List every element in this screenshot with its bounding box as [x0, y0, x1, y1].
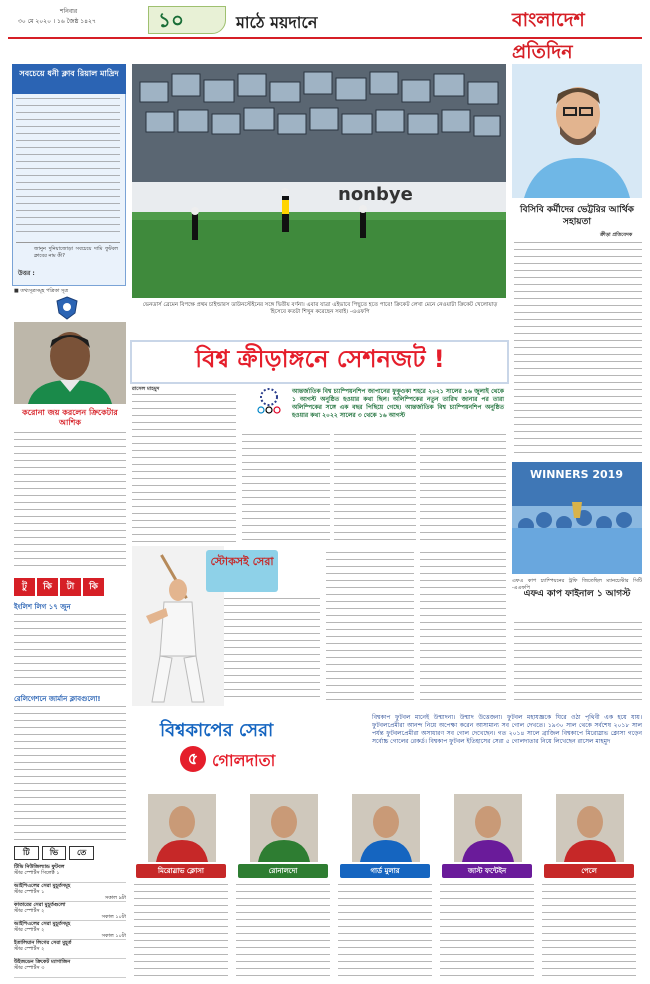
top-photo-caption: ভেনডার্স ব্রেমেন বিপক্ষে প্রথম চাইল্ডারস ডাউনস্টেইনের সঙ্গে দ্বিতীয় বর্ণনা। এবার যাত্রা এইভাবে পিছুতে হতে পারে! ক্রিকেট লেখা মেনে নেওয়াটা ক্রিকেট খেলোয়াড় হিসেবে কতটা শিখুন করেছেন সবাই। -এএফপি [142, 302, 498, 315]
fa-cup-headline: এফএ কাপ ফাইনাল ১ আগস্ট [523, 589, 631, 599]
main-col2 [242, 434, 330, 544]
scorer-card [540, 792, 638, 982]
tv-schedule-row [14, 921, 126, 940]
worldcup-headline: বিশ্বকাপের সেরা [160, 720, 274, 741]
scorer-bio [236, 884, 330, 978]
tidbits-letter: টু [14, 578, 35, 596]
tv-time: সকাল ১০টা [101, 933, 126, 939]
vettori-headline: বিসিবি কর্মীদের ভেট্টরির আর্থিক সহায়তা [520, 205, 634, 227]
tv-channel: স্টার স্পোর্টস ২ [14, 946, 45, 952]
header-date: ৩০ মে ২০২০ । ১৬ জৈষ্ঠ ১৪২৭ [18, 18, 96, 25]
header-rule [8, 37, 642, 39]
tv-logo [14, 846, 94, 860]
tv-time: সকাল ৯টা [105, 895, 126, 901]
scorer-name: পেলে [544, 864, 634, 878]
scorer-name: জাস্ট ফন্টেইন [442, 864, 532, 878]
scorer-bio [440, 884, 534, 978]
stokes-col1 [224, 598, 320, 700]
tv-schedule-row [14, 902, 126, 921]
tv-channel: স্টার স্পোর্টস সিলেক্ট ১ [14, 870, 60, 876]
scorer-bio [542, 884, 636, 978]
tv-channel: স্টার স্পোর্টস ১ [14, 889, 45, 895]
worldcup-players [132, 792, 642, 982]
quiz-box-title: সবচেয়ে ধনী ক্লাব রিয়াল মাদ্রিদ [12, 64, 126, 94]
scorer-card [438, 792, 536, 982]
page-number: ১০ [158, 8, 184, 32]
header-day: শনিবার [60, 8, 78, 15]
newspaper-logo: বাংলাদেশ প্রতিদিন [512, 9, 585, 63]
scorer-portrait [148, 794, 216, 862]
tv-program: আইপিএলের সেরা মুহূর্তসমূহ [14, 921, 71, 927]
tv-time: সকাল ১০টা [101, 914, 126, 920]
worldcup-intro: বিশ্বকাপ ফুটবল মানেই উন্মাদনা। উন্মাদ উত্তেজনা। ফুটবল মহাযজ্ঞকে ঘিরে ওঠা পৃথিবী এক হয়ে যায়। ফুটবলপ্রেমীরা আনন্দ নিয়ে অপেক্ষা করেন আসামান্য সব গোল দেখতে। ১৯৩০ সাল থেকে সর্বশেষ ২০১৮ সাল পর্যন্ত ফুটবলপ্রেমীরা অসাধারণ সব গোল দেখেছেন। গত ২০১৪ সালে ব্রাজিল বিশ্বকাপে মিরোস্লাভ ক্লোসা গড়েন সর্বোচ্চ গোলের রেকর্ড। বিশ্বকাপ ফুটবল ইতিহাসের সেরা ৫ গোলদাতার নিয়ে লিখেছেন রাসেল মাহমুদ [372, 714, 642, 745]
fa-cup-story-body [514, 622, 642, 706]
scorer-bio [134, 884, 228, 978]
fa-cup-photo-caption: এফএ কাপ চ্যাম্পিয়নের ট্রফি জিতেছিল ম্যানচেস্টার সিটি -এএফপি [512, 578, 642, 591]
tv-schedule [14, 864, 126, 978]
cricketer-photo [14, 322, 126, 404]
tv-schedule-row [14, 864, 126, 883]
main-col3 [334, 434, 416, 544]
scorer-name: রোনালদো [238, 864, 328, 878]
scorer-card [132, 792, 230, 982]
section-title: মাঠে ময়দানে [236, 13, 318, 32]
scorer-portrait [352, 794, 420, 862]
fa-cup-banner-text: WINNERS 2019 [530, 468, 623, 481]
cricket-headline: করোনা জয় করলেন ক্রিকেটার আশিক [22, 408, 118, 427]
quiz-question: জানুন দুনিয়াজোড়া সবচেয়ে দামি ফুটবল ক্লাবের নাম কী? [34, 246, 118, 259]
board-brand-text: nonbye [338, 184, 413, 205]
scorer-card [234, 792, 332, 982]
scorer-bio [338, 884, 432, 978]
top-match-photo [132, 64, 506, 298]
tidbit2-headline: রেলিগেশনে জার্মান ক্লাবগুলো! [14, 695, 101, 703]
stokes-col2 [326, 552, 414, 702]
tidbit1-headline: ইংলিশ লিগ ১৭ জুন [14, 603, 71, 611]
vettori-photo [512, 64, 642, 198]
vettori-story-body [514, 242, 642, 458]
tidbit2-body [14, 706, 126, 840]
tv-letter: তে [69, 846, 94, 860]
main-byline: রাসেল মাহমুদ [132, 386, 160, 392]
scorer-portrait [556, 794, 624, 862]
stokes-col3 [420, 552, 506, 702]
tidbits-letter: কি [83, 578, 104, 596]
club-emblem-icon [56, 296, 78, 320]
quiz-note: ■ তথ্যসূত্রসমূহ পত্রিকা সূত্র [14, 288, 69, 294]
vettori-byline: ক্রীড়া প্রতিবেদক [600, 232, 633, 238]
tv-letter: টি [14, 846, 39, 860]
scorer-name: গার্ড মুলার [340, 864, 430, 878]
tidbit1-body [14, 614, 126, 688]
main-headline: বিশ্ব ক্রীড়াঙ্গনে সেশনজট ! [195, 345, 445, 373]
tv-schedule-row [14, 940, 126, 959]
tv-program: উইজডেন ক্রিকেট ম্যাগাজিন [14, 959, 71, 965]
quiz-answer-label: উত্তর : [18, 270, 35, 277]
quiz-box-body [16, 98, 120, 238]
scorer-portrait [454, 794, 522, 862]
scorer-name: মিরোস্লাভ ক্লোসা [136, 864, 226, 878]
tokyo-olympics-logo-icon [254, 386, 284, 416]
quiz-divider [16, 242, 120, 243]
tv-schedule-row [14, 959, 126, 978]
main-col4 [420, 434, 506, 546]
tv-program: টিভি নিউজিল্যান্ড ফুটবল [14, 864, 65, 870]
tidbits-letter: কি [37, 578, 58, 596]
main-intro: আন্তর্জাতিক বিশ্ব চ্যাম্পিয়নশিপ জাপানের ফুকুওকা শহরে ২০২১ সালের ১৬ জুলাই থেকে ১ আগস্ট অনুষ্ঠিত হওয়ার কথা ছিল। অলিম্পিকের নতুন তারিখ জানার পর তারা অলিম্পিকের সঙ্গে এক বছর পিছিয়ে গেছে। আন্তর্জাতিক বিশ্ব চ্যাম্পিয়নশিপ অনুষ্ঠিত হওয়ার কথা ২০২২ সালের ৩ থেকে ১৬ আগস্ট [292, 388, 504, 419]
tv-program: ইতালিয়ান লিগের সেরা মুহূর্ত [14, 940, 72, 946]
scorer-card [336, 792, 434, 982]
scorer-portrait [250, 794, 318, 862]
tidbits-letter: টা [60, 578, 81, 596]
stokes-headline: স্টোকসই সেরা [210, 555, 274, 568]
main-col1 [132, 394, 236, 544]
tv-channel: স্টার স্পোর্টস ৩ [14, 965, 45, 971]
worldcup-count: ৫ [187, 749, 199, 768]
tidbits-logo [14, 578, 104, 596]
worldcup-headline-suffix: গোলদাতা [212, 751, 276, 770]
cricket-story-body [14, 432, 126, 568]
tv-channel: স্টার স্পোর্টস ২ [14, 908, 45, 914]
tv-schedule-row [14, 883, 126, 902]
tv-letter: ভি [42, 846, 67, 860]
tv-program: আইপিএলের সেরা মুহূর্তসমূহ [14, 883, 71, 889]
tv-channel: স্টার স্পোর্টস ২ [14, 927, 45, 933]
tv-program: কাতারের সেরা মুহূর্তগুলো [14, 902, 66, 908]
